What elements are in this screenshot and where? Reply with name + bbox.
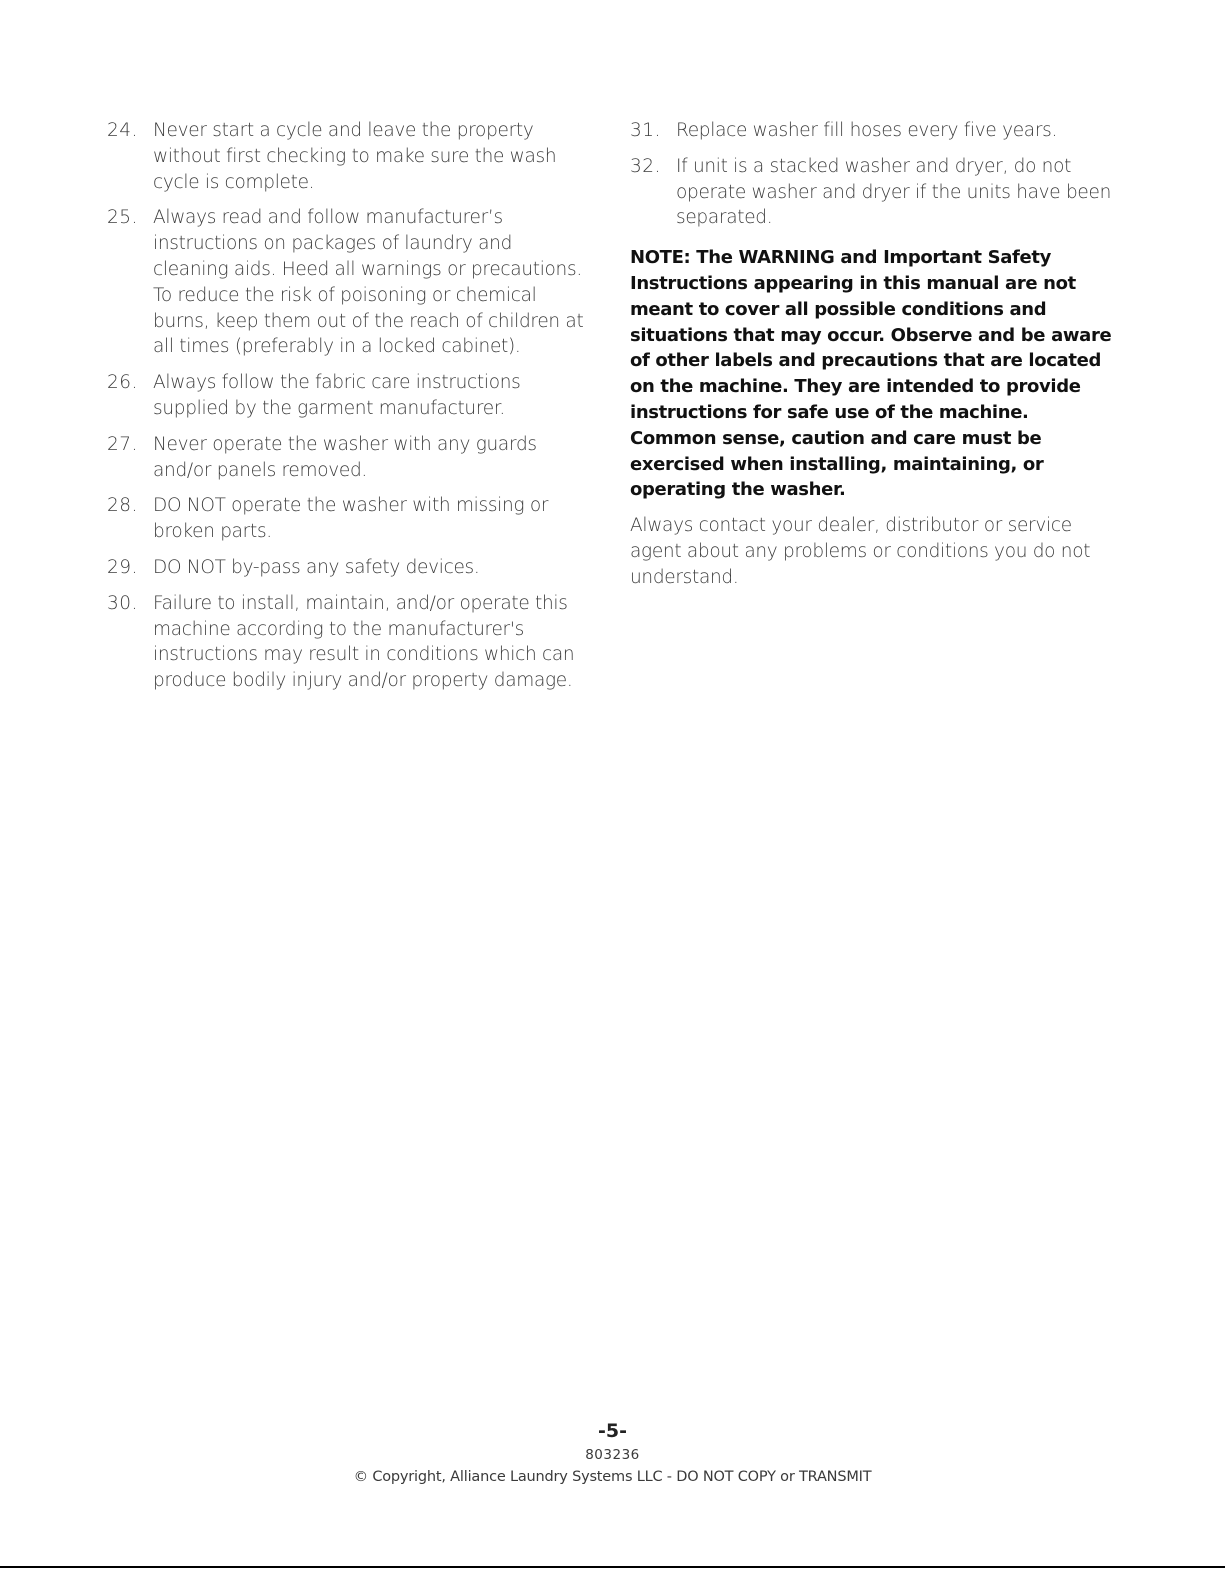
item-text: DO NOT by-pass any safety devices. xyxy=(153,556,480,578)
instruction-item-32 xyxy=(630,154,1120,231)
item-text: Always read and follow manufacturer’s instructions on packages of laundry and cleaning aids. Heed all warnings or precautions. To reduce the risk of poisoning or chemical burns, keep them out of the reach of children at all times (preferably in a locked cabinet). xyxy=(153,207,584,358)
contact-paragraph: Always contact your dealer, distributor or service agent about any problems or conditions you do not understand. xyxy=(630,515,1091,588)
item-text: Always follow the fabric care instructions supplied by the garment manufacturer. xyxy=(153,372,521,419)
safety-note: NOTE: The WARNING and Important Safety Instructions appearing in this manual are not meant to cover all possible conditions and situations that may occur. Observe and be aware of other labels and precautions that are located on the machine. They are intended to provide instructions for safe use of the machine. Common sense, caution and care must be exercised when installing, maintaining, or operating the washer. xyxy=(630,247,1112,501)
bottom-rule xyxy=(0,1566,1225,1568)
instruction-item-25 xyxy=(107,205,587,360)
item-text: Failure to install, maintain, and/or operate this machine according to the manufacturer's instructions may result in conditions which can produce bodily injury and/or property damage. xyxy=(153,592,575,692)
instruction-item-30 xyxy=(107,591,587,694)
item-text: DO NOT operate the washer with missing or broken parts. xyxy=(153,495,549,543)
item-number: 29. xyxy=(107,556,138,578)
instruction-item-29 xyxy=(107,555,587,581)
item-number: 32. xyxy=(630,155,661,177)
document-number: 803236 xyxy=(585,1447,640,1463)
item-text: Never start a cycle and leave the property without first checking to make sure the wash cycle is complete. xyxy=(153,120,557,193)
instruction-item-27 xyxy=(107,432,587,484)
item-text: Never operate the washer with any guards and/or panels removed. xyxy=(153,433,537,481)
instruction-item-26 xyxy=(107,370,587,422)
item-number: 31. xyxy=(630,120,661,141)
right-column xyxy=(630,118,1120,591)
item-text: If unit is a stacked washer and dryer, do not operate washer and dryer if the units have been separated. xyxy=(676,155,1111,229)
item-number: 30. xyxy=(107,592,138,614)
item-number: 25. xyxy=(107,207,138,229)
item-number: 27. xyxy=(107,433,138,455)
item-number: 26. xyxy=(107,372,138,394)
item-text: Replace washer fill hoses every five years. xyxy=(676,120,1058,141)
copyright-notice: © Copyright, Alliance Laundry Systems LLC - DO NOT COPY or TRANSMIT xyxy=(353,1469,872,1485)
instruction-item-31 xyxy=(630,118,1120,144)
instruction-item-28 xyxy=(107,493,587,545)
item-number: 24. xyxy=(107,120,138,141)
left-column xyxy=(107,118,587,704)
instruction-item-24 xyxy=(107,118,587,195)
item-number: 28. xyxy=(107,495,138,517)
page-number: -5- xyxy=(598,1420,627,1442)
